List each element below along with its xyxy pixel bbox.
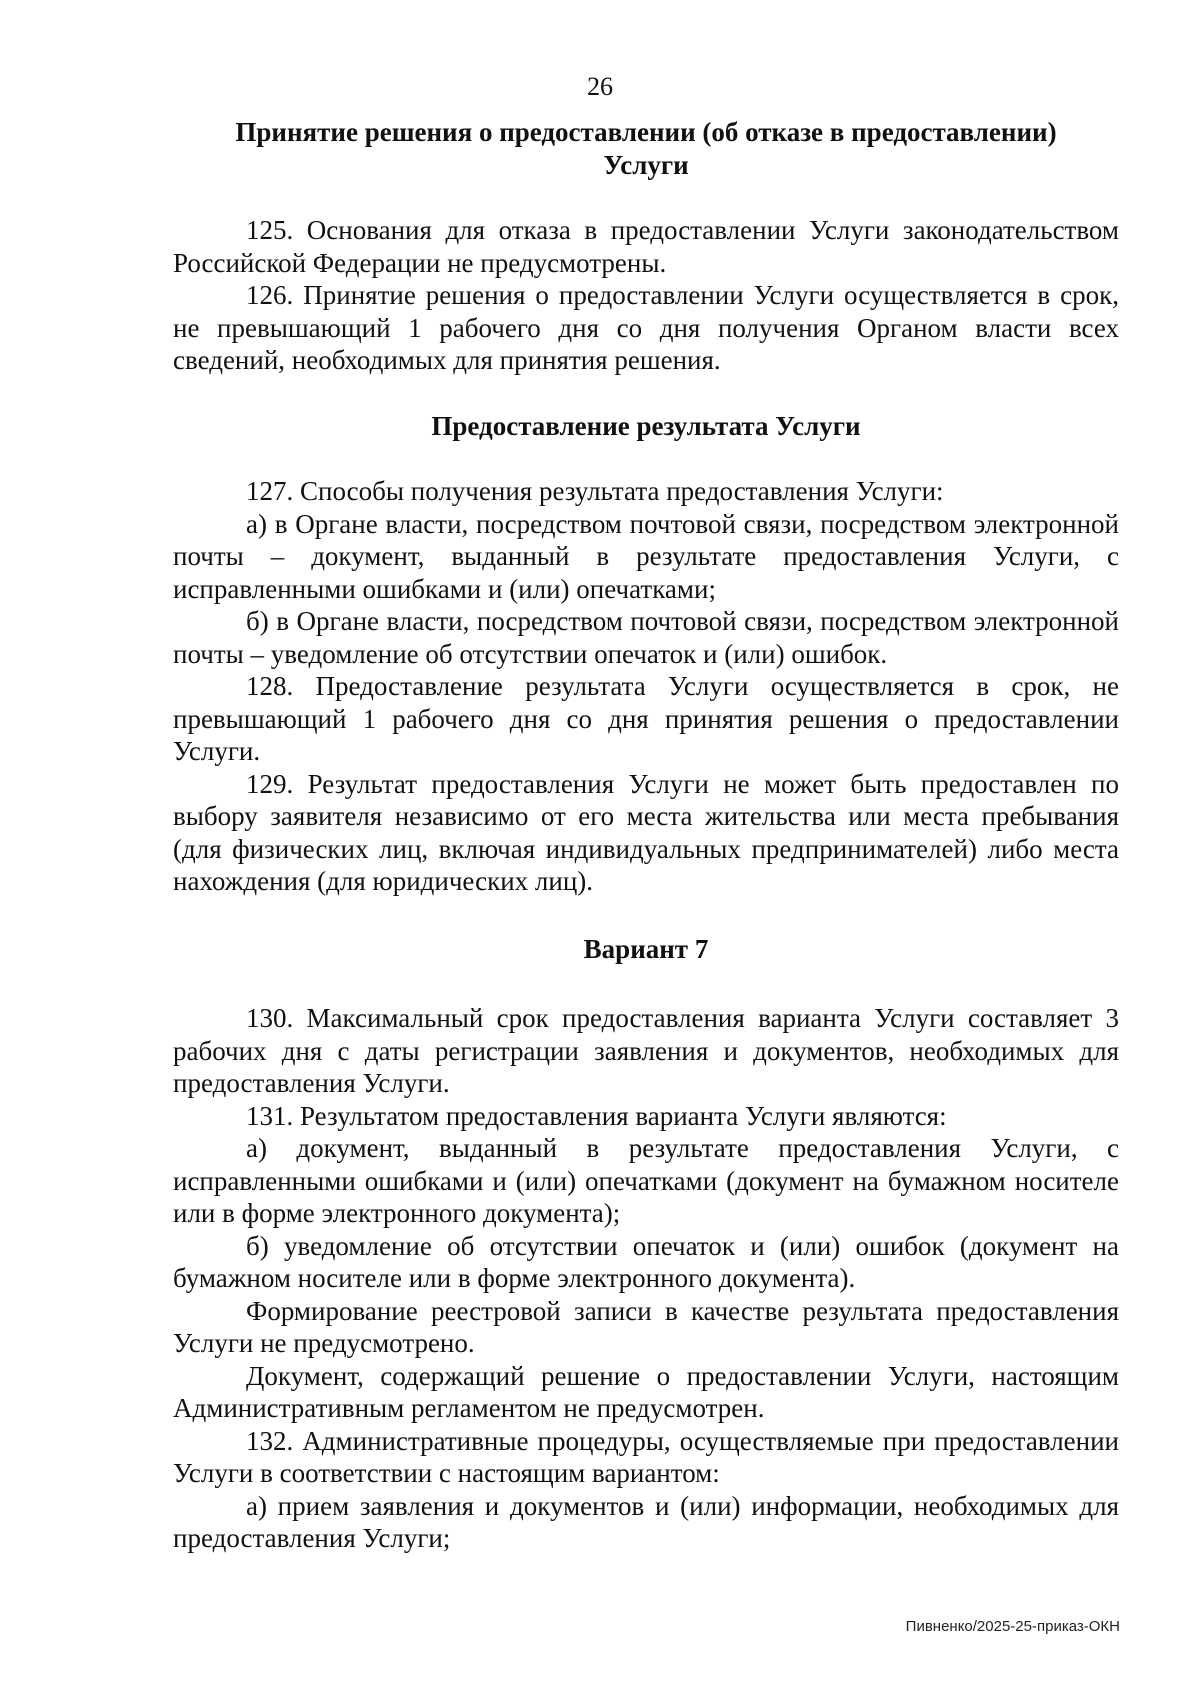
paragraph-128: 128. Предоставление результата Услуги осуществляется в срок, не превышающий 1 рабочего дня со дня принятия решения о предоставлении Услуги.	[173, 671, 1119, 766]
page-number: 26	[587, 72, 613, 101]
section-heading-line: Принятие решения о предоставлении (об отказе в предоставлении)	[235, 117, 1057, 147]
document-body	[173, 116, 1119, 1555]
paragraph-decision-document: Документ, содержащий решение о предоставлении Услуги, настоящим Административным регламентом не предусмотрен.	[173, 1360, 1119, 1423]
paragraph-127-b: б) в Органе власти, посредством почтовой связи, посредством электронной почты – уведомление об отсутствии опечаток и (или) ошибок.	[173, 606, 1119, 669]
paragraph-132: 132. Административные процедуры, осуществляемые при предоставлении Услуги в соответствии с настоящим вариантом:	[173, 1425, 1119, 1488]
paragraph-129: 129. Результат предоставления Услуги не может быть предоставлен по выбору заявителя независимо от его места жительства или места пребывания (для физических лиц, включая индивидуальных предпринимателей) либо места нахождения (для юридических лиц).	[173, 768, 1119, 896]
section-heading-decision	[173, 116, 1119, 181]
footer-document-code: Пивненко/2025-25-приказ-ОКН	[905, 1618, 1120, 1635]
paragraph-127-a: а) в Органе власти, посредством почтовой связи, посредством электронной почты – документ, выданный в результате предоставления Услуги, с исправленными ошибками и (или) опечатками;	[173, 508, 1119, 604]
paragraph-125: 125. Основания для отказа в предоставлении Услуги законодательством Российской Федерации не предусмотрены.	[173, 215, 1119, 278]
paragraph-126: 126. Принятие решения о предоставлении Услуги осуществляется в срок, не превышающий 1 рабочего дня со дня получения Органом власти всех сведений, необходимых для принятия решения.	[173, 280, 1119, 375]
section-heading-result: Предоставление результата Услуги	[431, 410, 861, 441]
paragraph-131-b: б) уведомление об отсутствии опечаток и (или) ошибок (документ на бумажном носителе или в форме электронного документа).	[173, 1230, 1119, 1293]
paragraph-131: 131. Результатом предоставления варианта Услуги являются:	[246, 1100, 947, 1131]
paragraph-127: 127. Способы получения результата предоставления Услуги:	[246, 476, 944, 506]
section-heading-line: Услуги	[603, 149, 689, 180]
paragraph-132-a: а) прием заявления и документов и (или) информации, необходимых для предоставления Услуги;	[173, 1490, 1119, 1553]
section-heading-variant-7: Вариант 7	[583, 933, 709, 964]
paragraph-130: 130. Максимальный срок предоставления варианта Услуги составляет 3 рабочих дня с даты регистрации заявления и документов, необходимых для предоставления Услуги.	[173, 1003, 1119, 1098]
paragraph-registry-record: Формирование реестровой записи в качестве результата предоставления Услуги не предусмотрено.	[173, 1295, 1119, 1358]
paragraph-131-a: а) документ, выданный в результате предоставления Услуги, с исправленными ошибками и (или) опечатками (документ на бумажном носителе или в форме электронного документа);	[173, 1133, 1119, 1228]
